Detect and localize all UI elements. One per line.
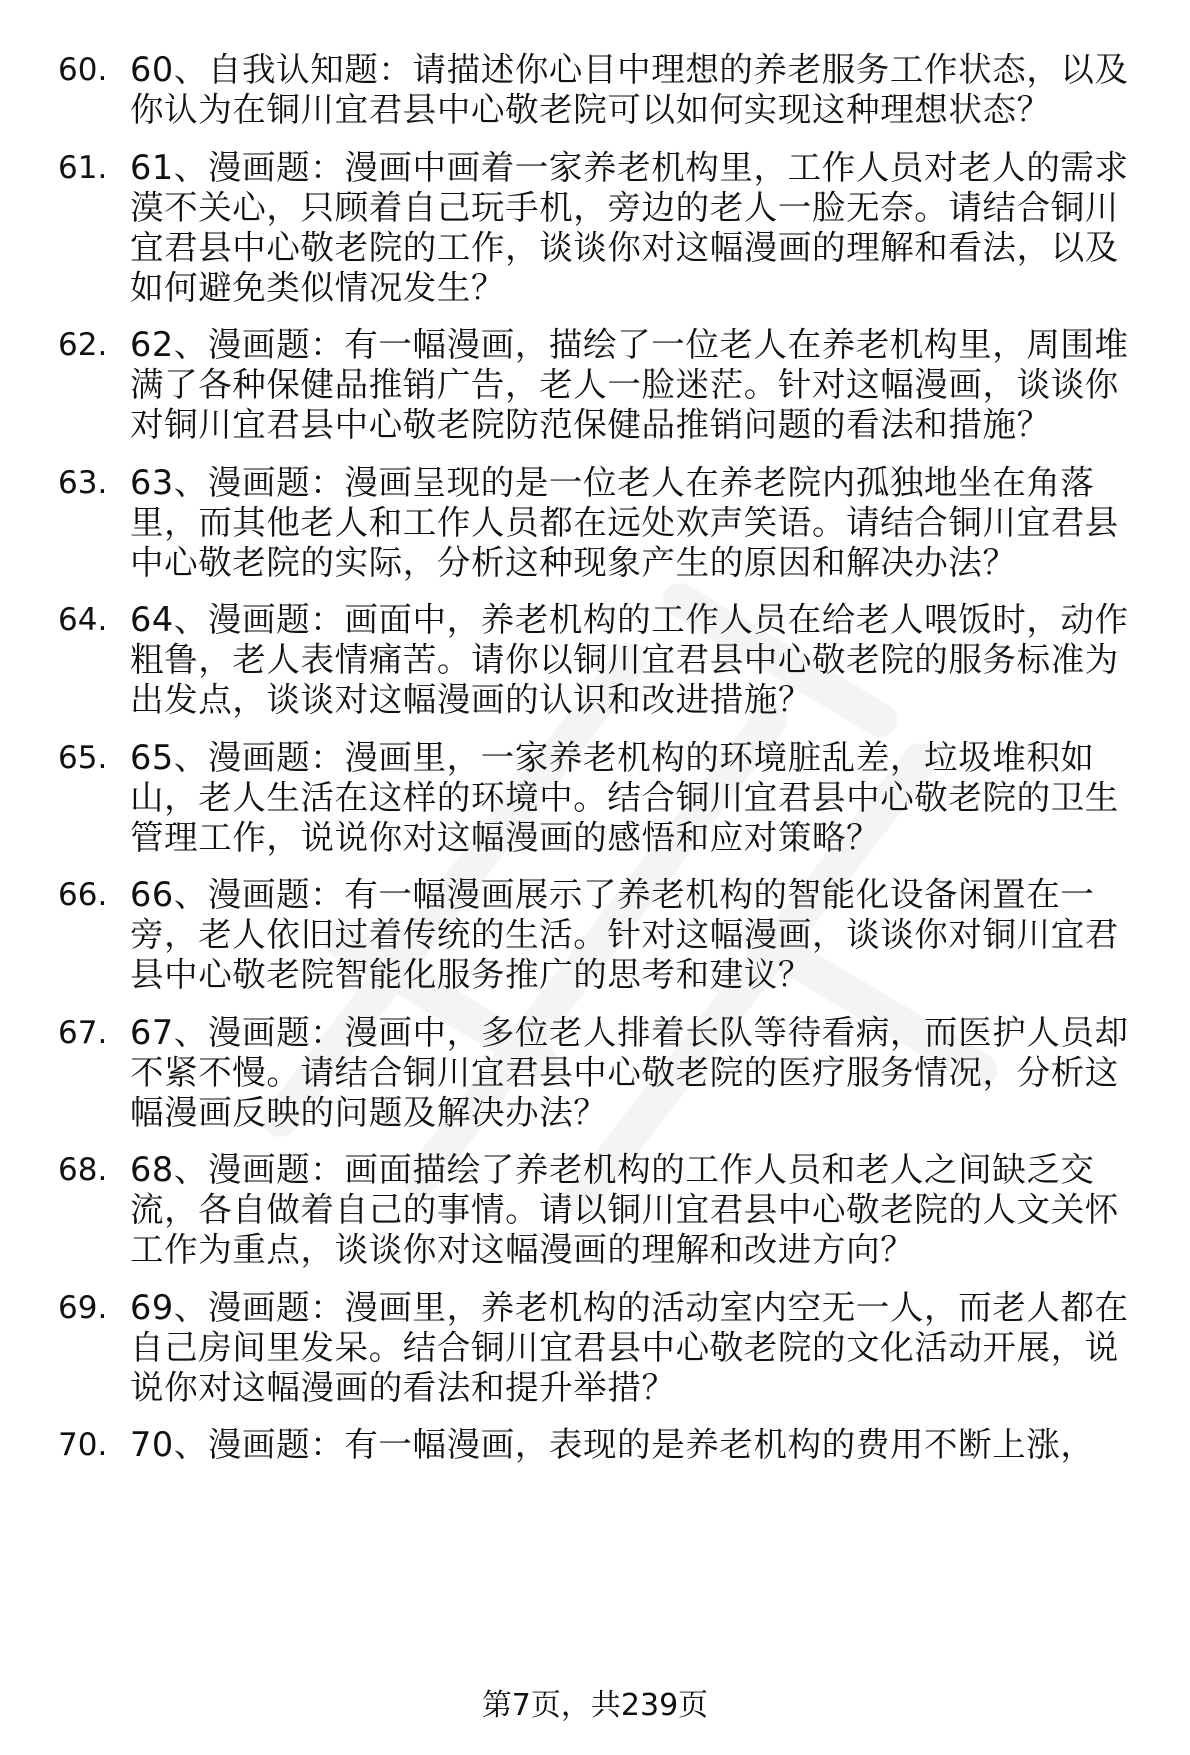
question-text: 60、自我认知题：请描述你心目中理想的养老服务工作状态，以及你认为在铜川宜君县中心敬老院可以如何实现这种理想状态？ [130,50,1129,129]
question-number: 70. [58,1427,108,1463]
question-text: 65、漫画题：漫画里，一家养老机构的环境脏乱差，垃圾堆积如山，老人生活在这样的环境中。结合铜川宜君县中心敬老院的卫生管理工作，说说你对这幅漫画的感悟和应对策略？ [130,737,1119,857]
page-footer: 第7页，共239页 [481,1688,709,1723]
question-text: 70、漫画题：有一幅漫画，表现的是养老机构的费用不断上涨， [130,1425,1095,1464]
question-number: 61. [58,149,108,186]
question-number: 65. [58,739,108,776]
question-text: 62、漫画题：有一幅漫画，描绘了一位老人在养老机构里，周围堆满了各种保健品推销广告，老人一脸迷茫。针对这幅漫画，谈谈你对铜川宜君县中心敬老院防范保健品推销问题的看法和措施？ [130,325,1129,444]
list-item [58,1013,1148,1133]
question-text: 67、漫画题：漫画中，多位老人排着长队等待看病，而医护人员却不紧不慢。请结合铜川宜君县中心敬老院的医疗服务情况，分析这幅漫画反映的问题及解决办法？ [130,1012,1129,1132]
list-item [58,875,1148,995]
question-text: 64、漫画题：画面中，养老机构的工作人员在给老人喂饭时，动作粗鲁，老人表情痛苦。请你以铜川宜君县中心敬老院的服务标准为出发点，谈谈对这幅漫画的认识和改进措施？ [130,600,1129,719]
list-item [58,1425,1148,1465]
question-text: 61、漫画题：漫画中画着一家养老机构里，工作人员对老人的需求漠不关心，只顾着自己玩手机，旁边的老人一脸无奈。请结合铜川宜君县中心敬老院的工作，谈谈你对这幅漫画的理解和看法，以及如何避免类似情况发生？ [130,147,1129,307]
question-number: 69. [58,1289,108,1326]
list-item [58,50,1148,130]
question-number: 67. [58,1014,108,1051]
question-number: 66. [58,877,108,913]
list-item [58,738,1148,858]
question-list [58,50,1148,1483]
question-number: 62. [58,327,108,363]
list-item [58,148,1148,308]
list-item [58,463,1148,583]
list-item [58,600,1148,720]
list-item [58,1150,1148,1270]
question-number: 68. [58,1152,108,1188]
list-item [58,325,1148,445]
question-text: 68、漫画题：画面描绘了养老机构的工作人员和老人之间缺乏交流，各自做着自己的事情。请以铜川宜君县中心敬老院的人文关怀工作为重点，谈谈你对这幅漫画的理解和改进方向？ [130,1150,1119,1269]
question-text: 69、漫画题：漫画里，养老机构的活动室内空无一人，而老人都在自己房间里发呆。结合铜川宜君县中心敬老院的文化活动开展，说说你对这幅漫画的看法和提升举措？ [130,1287,1129,1407]
question-text: 66、漫画题：有一幅漫画展示了养老机构的智能化设备闲置在一旁，老人依旧过着传统的生活。针对这幅漫画，谈谈你对铜川宜君县中心敬老院智能化服务推广的思考和建议？ [130,875,1119,994]
question-text: 63、漫画题：漫画呈现的是一位老人在养老院内孤独地坐在角落里，而其他老人和工作人员都在远处欢声笑语。请结合铜川宜君县中心敬老院的实际，分析这种现象产生的原因和解决办法？ [130,462,1119,582]
question-number: 63. [58,464,108,501]
question-number: 60. [58,52,108,88]
question-number: 64. [58,602,108,638]
list-item [58,1288,1148,1408]
